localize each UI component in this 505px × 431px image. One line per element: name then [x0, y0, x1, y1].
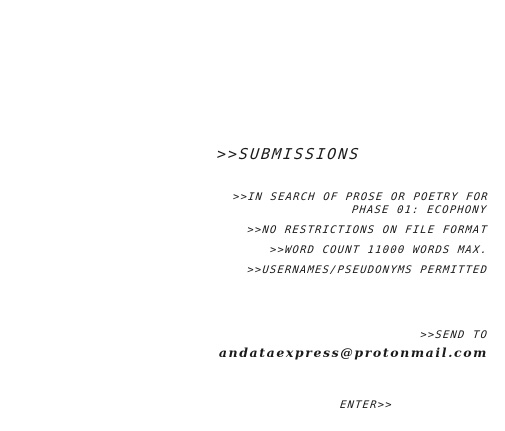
send-to-label: >>SEND TO	[419, 329, 489, 341]
page-title: >>SUBMISSIONS	[216, 145, 362, 163]
requirement-pseudonyms: >>USERNAMES/PSEUDONYMS PERMITTED	[246, 264, 489, 276]
requirement-genre: >>IN SEARCH OF PROSE OR POETRY FOR PHASE 01: ECOPHONY	[232, 191, 490, 216]
requirement-word-count: >>WORD COUNT 11000 WORDS MAX.	[269, 244, 489, 256]
submission-requirements-list	[188, 191, 488, 284]
enter-link[interactable]: ENTER>>	[339, 399, 394, 411]
requirement-file-format: >>NO RESTRICTIONS ON FILE FORMAT	[246, 224, 489, 236]
email-link[interactable]: andataexpress@protonmail.com	[218, 345, 488, 360]
send-to-section	[188, 329, 488, 361]
